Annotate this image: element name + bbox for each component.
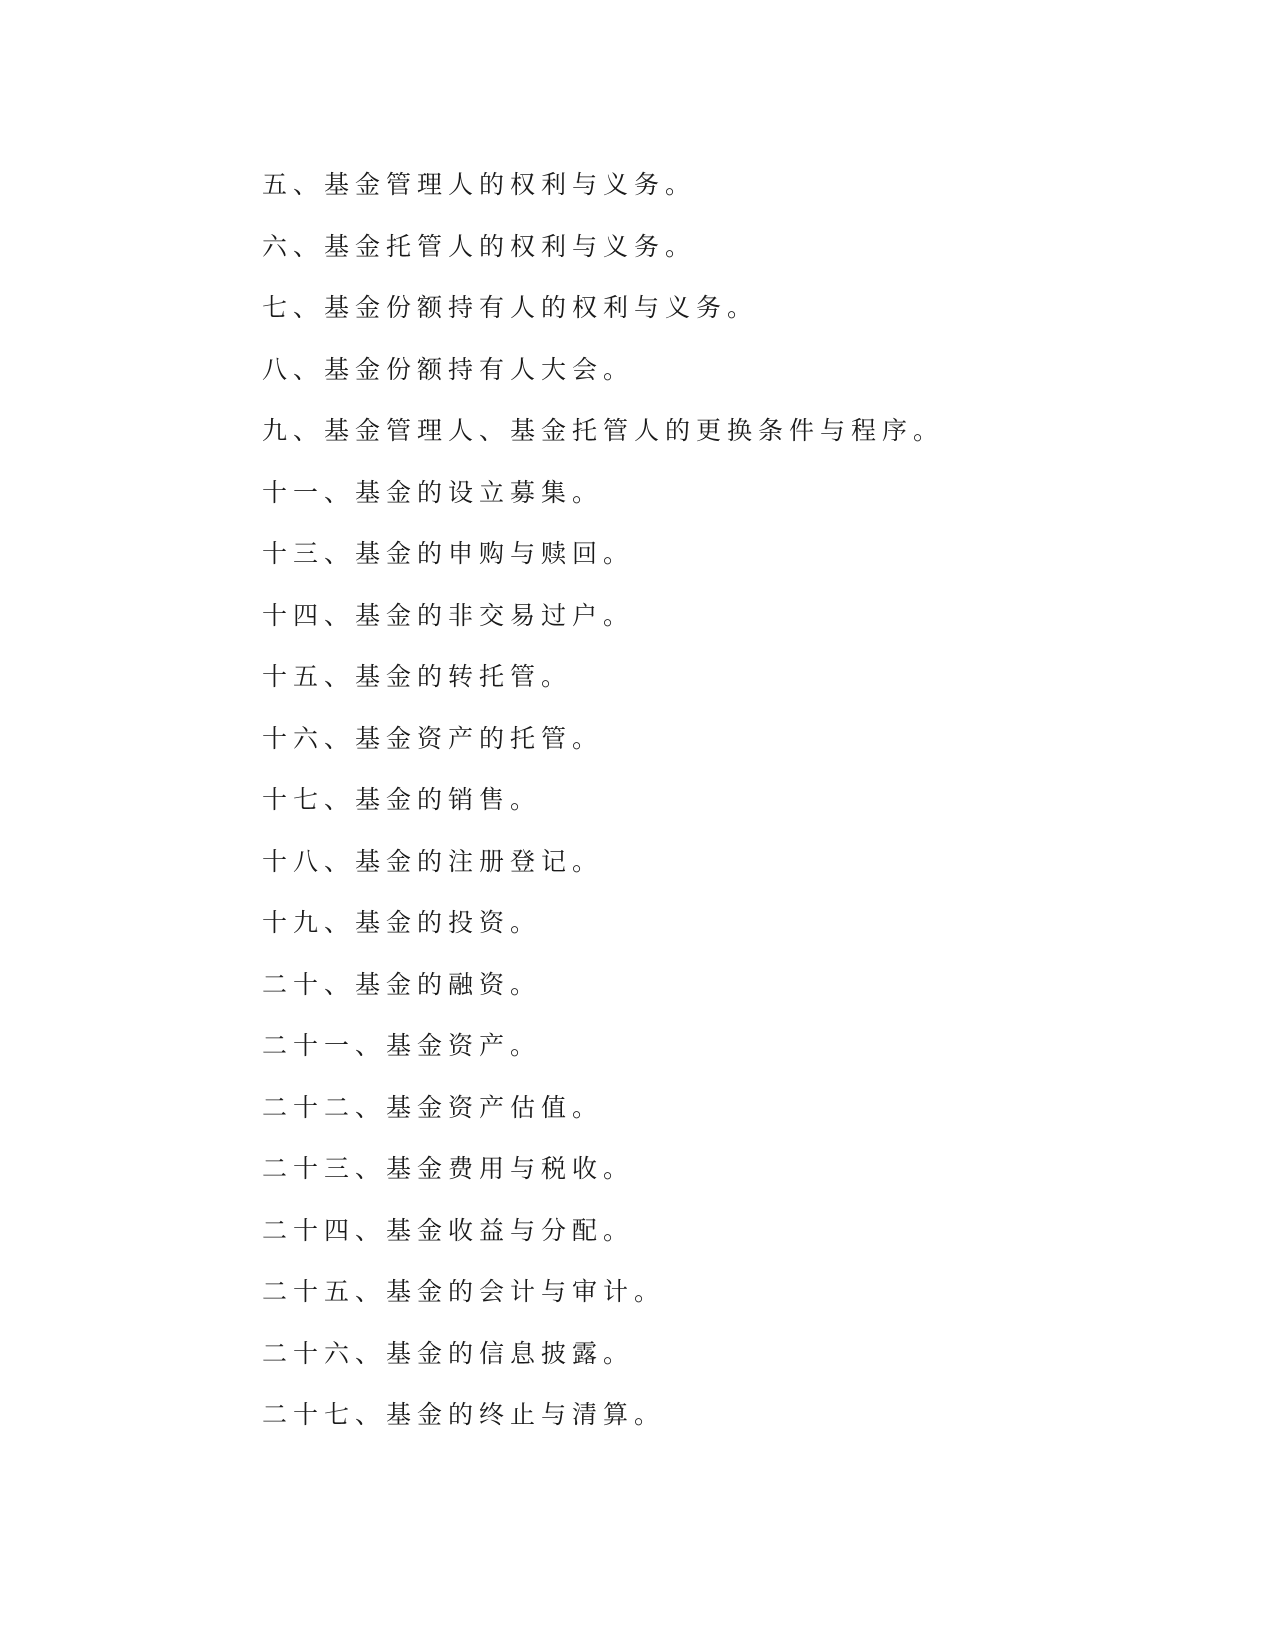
list-item: 十九、基金的投资。 [262,908,542,937]
list-item: 二十七、基金的终止与清算。 [262,1400,666,1429]
list-item: 七、基金份额持有人的权利与义务。 [262,293,759,322]
list-item: 二十二、基金资产估值。 [262,1092,604,1122]
list-item: 五、基金管理人的权利与义务。 [262,170,697,199]
list-item: 二十六、基金的信息披露。 [262,1338,635,1368]
list-item: 十四、基金的非交易过户。 [262,600,635,630]
list-item: 十八、基金的注册登记。 [262,846,604,876]
list-item: 六、基金托管人的权利与义务。 [262,231,697,261]
list-item: 九、基金管理人、基金托管人的更换条件与程序。 [262,416,945,445]
list-item: 二十一、基金资产。 [262,1031,542,1060]
list-item: 二十三、基金费用与税收。 [262,1154,635,1183]
list-item: 十五、基金的转托管。 [262,662,573,691]
list-item: 二十五、基金的会计与审计。 [262,1277,666,1306]
section-list [262,166,944,1458]
list-item: 二十四、基金收益与分配。 [262,1215,635,1245]
list-item: 十七、基金的销售。 [262,785,542,814]
list-item: 二十、基金的融资。 [262,969,542,999]
list-item: 十三、基金的申购与赎回。 [262,539,635,568]
list-item: 十一、基金的设立募集。 [262,477,604,507]
list-item: 八、基金份额持有人大会。 [262,354,635,384]
list-item: 十六、基金资产的托管。 [262,723,604,753]
